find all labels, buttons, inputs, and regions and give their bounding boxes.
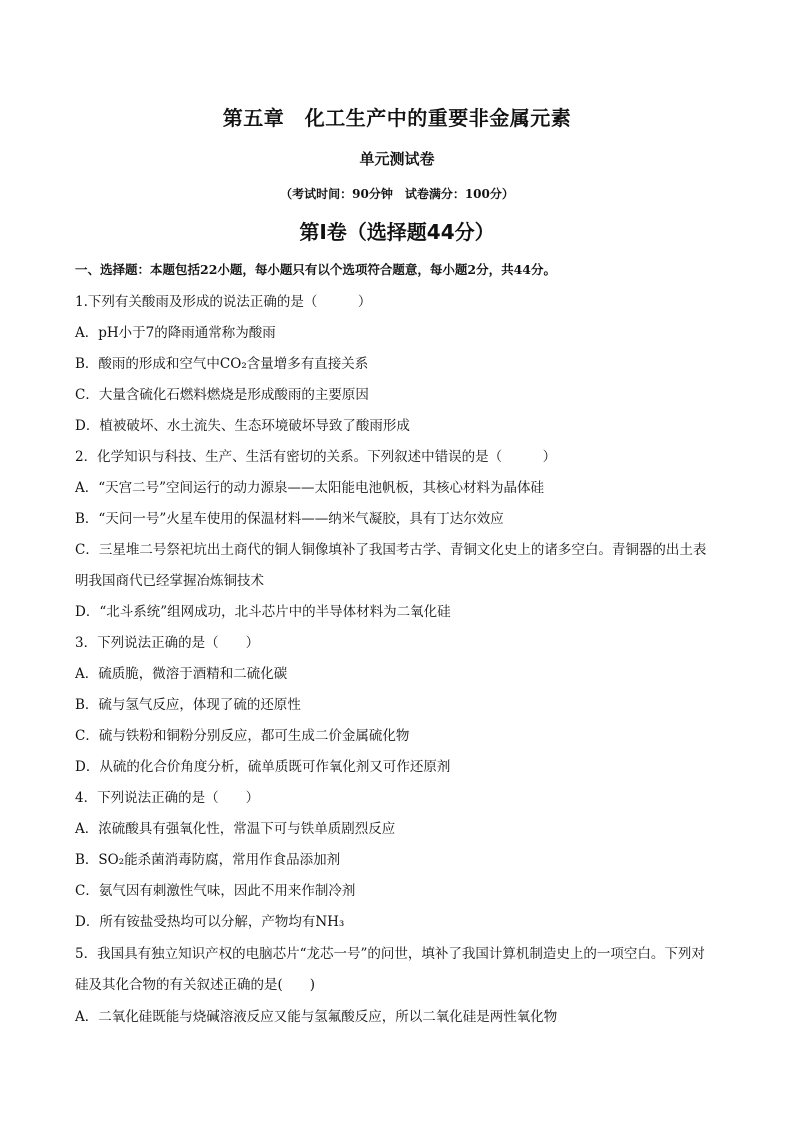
option-2c: C．三星堆二号祭祀坑出土商代的铜人铜像填补了我国考古学、青铜文化史上的诸多空白。青铜器的出土表 [75,542,707,558]
option-4b: B．SO₂能杀菌消毒防腐，常用作食品添加剂 [75,852,341,868]
option-2d: D．“北斗系统”组网成功，北斗芯片中的半导体材料为二氧化硅 [75,604,451,620]
option-4a: A．浓硫酸具有强氧化性，常温下可与铁单质剧烈反应 [75,821,396,837]
option-5a: A．二氧化硅既能与烧碱溶液反应又能与氢氟酸反应，所以二氧化硅是两性氧化物 [75,1009,558,1025]
question-5: 5．我国具有独立知识产权的电脑芯片“龙芯一号”的问世，填补了我国计算机制造史上的一项空白。下列对 [75,946,705,962]
option-1a: A．pH小于7的降雨通常称为酸雨 [75,325,276,341]
question-1: 1.下列有关酸雨及形成的说法正确的是（ ） [75,294,372,310]
test-subtitle: 单元测试卷 [359,150,435,168]
section-heading: 一、选择题：本题包括22小题，每小题只有以个选项符合题意，每小题2分，共44分。 [75,262,556,277]
option-2b: B．“天问一号”火星车使用的保温材料——纳米气凝胶，具有丁达尔效应 [75,511,504,527]
option-3a: A．硫质脆，微溶于酒精和二硫化碳 [75,666,288,682]
option-2a: A．“天宫二号”空间运行的动力源泉——太阳能电池帆板，其核心材料为晶体硅 [75,480,545,496]
option-2c-cont: 明我国商代已经掌握冶炼铜技术 [75,573,264,589]
question-4: 4．下列说法正确的是（ ） [75,790,260,806]
part-title: 第Ⅰ卷（选择题44分） [299,220,495,244]
question-2: 2．化学知识与科技、生产、生活有密切的关系。下列叙述中错误的是（ ） [75,449,557,465]
option-3d: D．从硫的化合价角度分析，硫单质既可作氧化剂又可作还原剂 [75,759,451,775]
option-1c: C．大量含硫化石燃料燃烧是形成酸雨的主要原因 [75,387,369,403]
option-1d: D．植被破坏、水土流失、生态环境破坏导致了酸雨形成 [75,418,410,434]
question-3: 3．下列说法正确的是（ ） [75,635,260,651]
option-1b: B．酸雨的形成和空气中CO₂含量增多有直接关系 [75,356,369,372]
option-4d: D．所有铵盐受热均可以分解，产物均有NH₃ [75,914,345,930]
option-4c: C．氨气因有刺激性气味，因此不用来作制冷剂 [75,883,356,899]
exam-info: （考试时间：90分钟 试卷满分：100分） [280,187,514,201]
question-5-cont: 硅及其化合物的有关叙述正确的是( ) [75,977,316,993]
option-3b: B．硫与氢气反应，体现了硫的还原性 [75,697,301,713]
option-3c: C．硫与铁粉和铜粉分别反应，都可生成二价金属硫化物 [75,728,410,744]
chapter-title: 第五章 化工生产中的重要非金属元素 [222,106,572,130]
